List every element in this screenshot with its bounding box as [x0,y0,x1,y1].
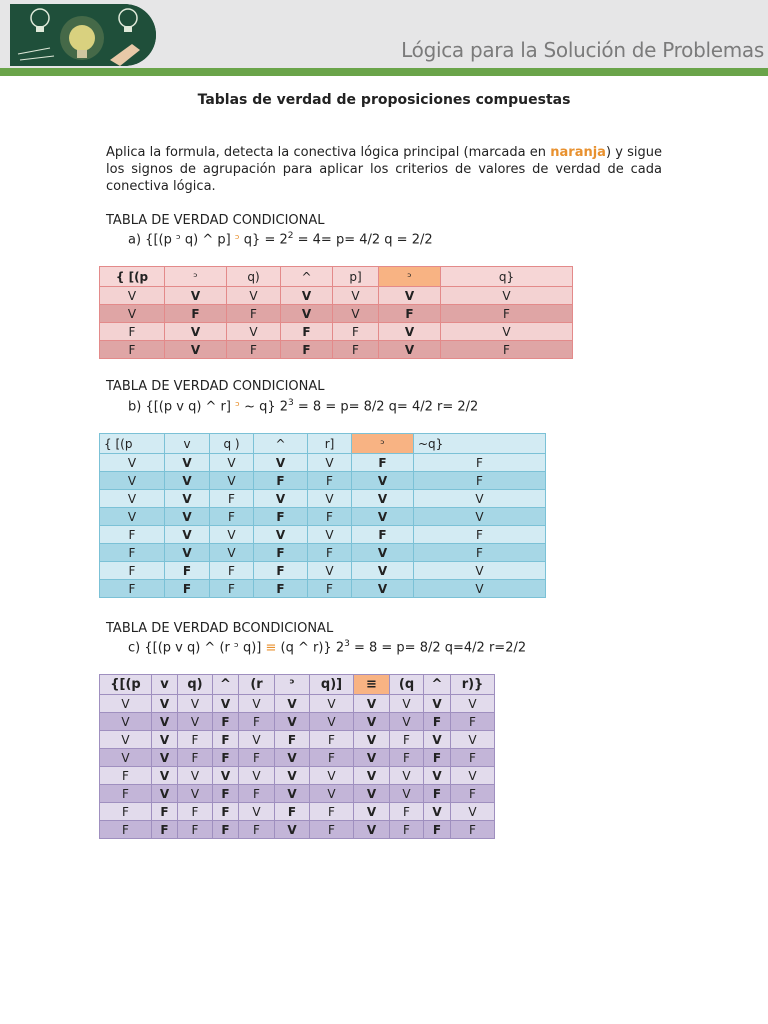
table-row [100,562,546,580]
table-row [100,526,546,544]
truth-value-cell: V [275,821,310,839]
truth-value-cell: V [451,695,495,713]
truth-value-cell: V [239,695,275,713]
table-row [100,323,573,341]
table-row [100,749,495,767]
truth-value-cell: F [254,508,308,526]
truth-value-cell: F [152,821,178,839]
truth-value-cell: F [414,454,546,472]
truth-value-cell: V [354,713,390,731]
truth-value-cell: V [414,580,546,598]
truth-value-cell: F [424,713,451,731]
truth-value-cell: V [310,767,354,785]
truth-value-cell: F [165,305,227,323]
brand-title: Lógica para la Solución de Problemas [401,38,764,62]
section3-formula [128,639,526,655]
truth-value-cell: F [379,305,441,323]
truth-value-cell: V [165,490,210,508]
truth-value-cell: F [451,713,495,731]
truth-value-cell: V [310,713,354,731]
header-cell: ᵓ [165,267,227,287]
table-row [100,472,546,490]
truth-value-cell: V [354,731,390,749]
formula-part: c) {[(p v q) ^ (r ᵓ q)] [128,640,266,656]
truth-value-cell: F [100,341,165,359]
truth-value-cell: V [333,305,379,323]
header-cell: { [(p [100,267,165,287]
header-row [100,267,573,287]
formula-part: = 8 = p= 8/2 q= 4/2 r= 2/2 [293,399,479,415]
truth-value-cell: V [152,785,178,803]
truth-value-cell: F [100,562,165,580]
header-cell: q)] [310,675,354,695]
table3-body [100,675,495,839]
header-cell: ~q} [414,434,546,454]
table-row [100,287,573,305]
truth-value-cell: V [100,749,152,767]
truth-value-cell: V [152,731,178,749]
truth-value-cell: F [213,749,239,767]
truth-value-cell: V [165,526,210,544]
table-row [100,767,495,785]
truth-value-cell: F [100,821,152,839]
truth-value-cell: V [165,287,227,305]
table-row [100,695,495,713]
truth-value-cell: F [414,472,546,490]
truth-value-cell: F [451,821,495,839]
truth-value-cell: V [152,713,178,731]
truth-value-cell: V [100,713,152,731]
truth-value-cell: F [100,526,165,544]
intro-paragraph [106,144,662,195]
truth-value-cell: F [100,544,165,562]
truth-value-cell: V [379,323,441,341]
truth-value-cell: V [352,562,414,580]
truth-value-cell: F [414,544,546,562]
truth-value-cell: V [227,323,281,341]
truth-value-cell: V [379,341,441,359]
truth-value-cell: F [424,821,451,839]
truth-value-cell: V [178,695,213,713]
truth-value-cell: F [165,580,210,598]
truth-value-cell: F [100,785,152,803]
table-row [100,490,546,508]
formula-part: (q ^ r)} 2 [276,640,345,656]
truth-value-cell: F [390,749,424,767]
formula-part: b) {[(p v q) ^ r] [128,399,236,415]
truth-value-cell: V [281,305,333,323]
truth-value-cell: V [100,287,165,305]
truth-value-cell: F [178,749,213,767]
truth-value-cell: F [239,713,275,731]
header-cell: p] [333,267,379,287]
truth-value-cell: V [165,508,210,526]
header-cell: ≡ [354,675,390,695]
truth-value-cell: F [213,731,239,749]
truth-value-cell: F [275,731,310,749]
truth-value-cell: F [310,749,354,767]
truth-value-cell: V [210,544,254,562]
truth-value-cell: V [451,803,495,821]
truth-value-cell: F [178,803,213,821]
truth-value-cell: F [213,803,239,821]
truth-value-cell: V [308,526,352,544]
truth-value-cell: V [178,785,213,803]
truth-value-cell: F [352,526,414,544]
truth-value-cell: V [152,767,178,785]
truth-value-cell: V [414,562,546,580]
truth-value-cell: F [441,341,573,359]
truth-value-cell: F [152,803,178,821]
table-row [100,454,546,472]
truth-value-cell: V [213,767,239,785]
truth-value-cell: V [100,695,152,713]
truth-value-cell: F [239,821,275,839]
truth-value-cell: F [310,803,354,821]
truth-value-cell: V [424,731,451,749]
exponent: 3 [344,639,350,649]
truth-value-cell: F [100,323,165,341]
truth-value-cell: F [441,305,573,323]
truth-value-cell: V [441,287,573,305]
exponent: 2 [287,231,294,241]
truth-value-cell: V [178,767,213,785]
truth-value-cell: V [390,767,424,785]
header-cell: {[(p [100,675,152,695]
truth-value-cell: F [100,580,165,598]
truth-value-cell: V [354,785,390,803]
truth-value-cell: F [213,713,239,731]
truth-value-cell: V [352,472,414,490]
header-cell: v [165,434,210,454]
truth-value-cell: F [308,544,352,562]
truth-value-cell: F [333,323,379,341]
truth-value-cell: F [254,580,308,598]
header-cell: ᵓ [275,675,310,695]
truth-value-cell: V [213,695,239,713]
truth-value-cell: V [254,526,308,544]
intro-highlight: naranja [550,145,606,160]
table-row [100,713,495,731]
truth-value-cell: V [100,454,165,472]
formula-part: ~ q} 2 [239,399,289,415]
truth-value-cell: V [414,490,546,508]
truth-value-cell: V [308,454,352,472]
truth-value-cell: V [100,305,165,323]
header-cell: q) [178,675,213,695]
truth-value-cell: V [451,731,495,749]
header-cell: ^ [424,675,451,695]
truth-value-cell: F [352,454,414,472]
truth-value-cell: V [424,803,451,821]
truth-value-cell: F [210,508,254,526]
truth-value-cell: V [210,472,254,490]
section2-formula [128,398,478,414]
truth-value-cell: F [227,341,281,359]
header-cell: q} [441,267,573,287]
truth-value-cell: F [451,785,495,803]
header-cell: q) [227,267,281,287]
truth-value-cell: F [100,803,152,821]
formula-part: a) {[(p ᵓ q) ^ p] [128,232,235,248]
header-row [100,434,546,454]
header-cell: ᵓ [352,434,414,454]
truth-value-cell: V [354,695,390,713]
formula-part: = 8 = p= 8/2 q=4/2 r=2/2 [349,640,527,656]
truth-value-cell: V [451,767,495,785]
truth-value-cell: V [165,341,227,359]
section2-title: TABLA DE VERDAD CONDICIONAL [106,379,325,394]
truth-value-cell: V [354,821,390,839]
exponent: 3 [288,398,294,408]
truth-value-cell: F [310,821,354,839]
table-row [100,508,546,526]
truth-value-cell: V [308,562,352,580]
header-cell: ^ [281,267,333,287]
header-cell: (r [239,675,275,695]
truth-value-cell: F [424,749,451,767]
truth-value-cell: V [254,454,308,472]
truth-value-cell: F [165,562,210,580]
truth-value-cell: V [165,472,210,490]
truth-value-cell: V [352,580,414,598]
header-row [100,675,495,695]
truth-value-cell: V [178,713,213,731]
truth-value-cell: F [333,341,379,359]
truth-value-cell: F [424,785,451,803]
truth-table-biconditional-c [99,674,495,839]
truth-value-cell: F [100,767,152,785]
truth-value-cell: V [354,767,390,785]
table-row [100,821,495,839]
header-cell: ᵓ [379,267,441,287]
table-row [100,341,573,359]
truth-value-cell: V [165,544,210,562]
truth-table-conditional-b [99,433,546,598]
truth-value-cell: F [390,821,424,839]
header-cell: (q [390,675,424,695]
truth-value-cell: V [100,508,165,526]
table-row [100,580,546,598]
truth-value-cell: V [390,695,424,713]
truth-value-cell: V [152,749,178,767]
truth-value-cell: F [178,731,213,749]
truth-value-cell: F [308,508,352,526]
truth-value-cell: V [379,287,441,305]
header-cell: r)} [451,675,495,695]
table-row [100,731,495,749]
truth-value-cell: V [352,490,414,508]
main-connective: ᵓ [234,232,240,248]
header-cell: v [152,675,178,695]
truth-value-cell: V [254,490,308,508]
truth-value-cell: F [254,544,308,562]
truth-value-cell: F [308,580,352,598]
truth-value-cell: V [210,526,254,544]
header-cell: ^ [213,675,239,695]
intro-text-end: ) y sigue los signos de agrupación para aplicar los criterios de valores de verdad de cada conectiva lógica. [106,145,662,194]
truth-value-cell: F [210,562,254,580]
truth-value-cell: V [152,695,178,713]
table-row [100,544,546,562]
truth-value-cell: V [100,731,152,749]
truth-value-cell: V [100,472,165,490]
header-cell: q ) [210,434,254,454]
truth-value-cell: V [227,287,281,305]
truth-value-cell: V [275,713,310,731]
truth-value-cell: F [451,749,495,767]
section1-formula [128,231,433,247]
truth-value-cell: F [275,803,310,821]
page-title: Tablas de verdad de proposiciones compuestas [197,92,571,108]
truth-value-cell: F [213,785,239,803]
truth-value-cell: V [275,749,310,767]
truth-value-cell: F [414,526,546,544]
truth-value-cell: F [210,490,254,508]
truth-value-cell: V [354,803,390,821]
truth-value-cell: F [239,785,275,803]
truth-value-cell: V [239,731,275,749]
truth-table-conditional-a [99,266,573,359]
truth-value-cell: V [239,803,275,821]
truth-value-cell: F [210,580,254,598]
truth-value-cell: F [281,341,333,359]
lightbulb-logo [10,4,156,66]
truth-value-cell: V [333,287,379,305]
truth-value-cell: V [352,544,414,562]
table-row [100,305,573,323]
truth-value-cell: V [310,785,354,803]
truth-value-cell: V [354,749,390,767]
intro-text-start: Aplica la formula, detecta la conectiva lógica principal (marcada en [106,145,551,160]
truth-value-cell: F [308,472,352,490]
truth-value-cell: V [352,508,414,526]
table-row [100,803,495,821]
section3-title: TABLA DE VERDAD BCONDICIONAL [106,621,334,636]
truth-value-cell: V [414,508,546,526]
header-cell: { [(p [100,434,165,454]
truth-value-cell: V [100,490,165,508]
truth-value-cell: V [310,695,354,713]
truth-value-cell: V [308,490,352,508]
header-cell: r] [308,434,352,454]
main-connective: ᵓ [235,399,240,415]
truth-value-cell: V [239,767,275,785]
main-connective: ≡ [265,640,277,656]
truth-value-cell: F [254,562,308,580]
formula-part: = 4= p= 4/2 q = 2/2 [293,232,433,248]
truth-value-cell: F [390,803,424,821]
truth-value-cell: F [254,472,308,490]
truth-value-cell: F [281,323,333,341]
truth-value-cell: F [390,731,424,749]
header-cell: ^ [254,434,308,454]
truth-value-cell: F [213,821,239,839]
table2-body [100,434,546,598]
header-divider [0,68,768,76]
truth-value-cell: V [165,323,227,341]
truth-value-cell: V [210,454,254,472]
truth-value-cell: V [390,785,424,803]
formula-part: q} = 2 [239,232,288,248]
truth-value-cell: F [310,731,354,749]
truth-value-cell: V [424,695,451,713]
truth-value-cell: V [424,767,451,785]
truth-value-cell: V [281,287,333,305]
truth-value-cell: F [227,305,281,323]
table-row [100,785,495,803]
page-header [0,0,768,68]
truth-value-cell: V [275,695,310,713]
truth-value-cell: V [275,785,310,803]
section1-title: TABLA DE VERDAD CONDICIONAL [106,213,325,228]
truth-value-cell: V [275,767,310,785]
truth-value-cell: V [165,454,210,472]
truth-value-cell: F [239,749,275,767]
table1-body [100,267,573,359]
truth-value-cell: V [390,713,424,731]
truth-value-cell: F [178,821,213,839]
truth-value-cell: V [441,323,573,341]
